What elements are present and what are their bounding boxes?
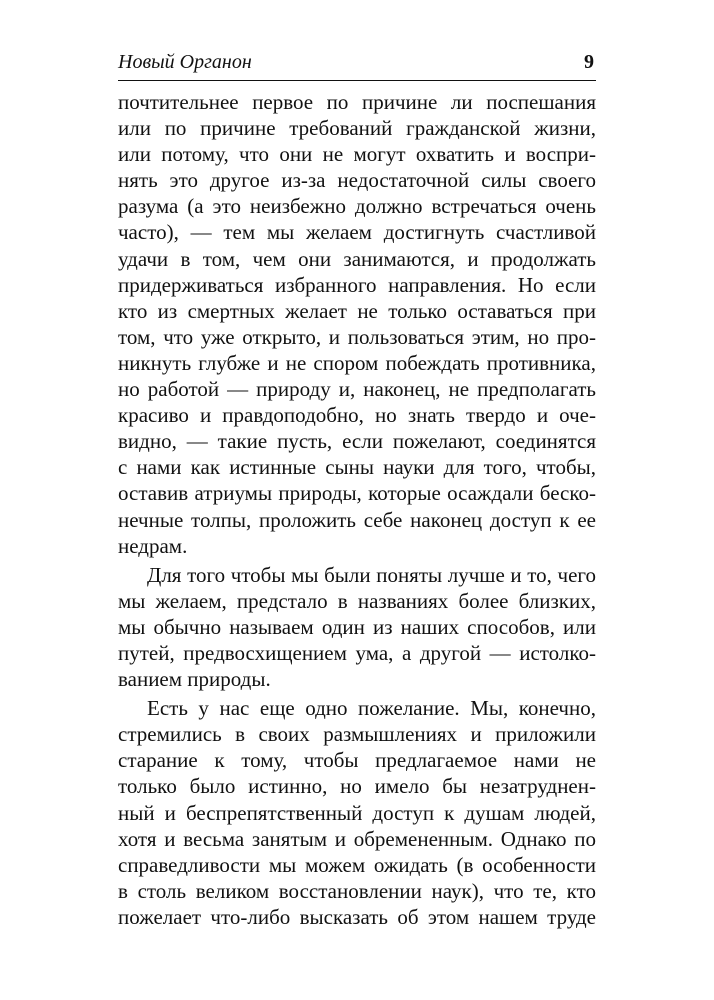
- text-line: или по причине требований гражданской жизни,: [118, 116, 596, 141]
- text-line: путей, предвосхищением ума, а другой — истолко-: [118, 640, 596, 665]
- paragraph-3: [118, 695, 596, 930]
- page-header: [118, 46, 596, 78]
- text-line: с нами как истинные сыны науки для того, чтобы,: [118, 455, 596, 480]
- text-line: оставив атриумы природы, которые осаждали беско-: [118, 481, 596, 506]
- text-line: но работой — природу и, наконец, не предполагать: [118, 377, 596, 402]
- text-line: справедливости мы можем ожидать (в особенности: [118, 852, 596, 877]
- text-line: мы обычно называем один из наших способов, или: [118, 614, 596, 639]
- text-line: или потому, что они не могут охватить и воспри-: [118, 142, 596, 167]
- text-line: том, что уже открыто, и пользоваться этим, но про-: [118, 324, 596, 349]
- text-line: мы желаем, предстало в названиях более близких,: [118, 588, 596, 613]
- paragraph-2: [118, 562, 596, 692]
- text-line: часто), — тем мы желаем достигнуть счастливой: [118, 220, 596, 245]
- body-text: [118, 89, 596, 930]
- text-line: кто из смертных желает не только оставаться при: [118, 298, 596, 323]
- text-line: недрам.: [118, 533, 188, 558]
- text-line: нять это другое из-за недостаточной силы своего: [118, 168, 596, 193]
- text-line: видно, — такие пусть, если пожелают, соединятся: [118, 429, 596, 454]
- text-line: нечные толпы, проложить себе наконец доступ к ее: [118, 507, 596, 532]
- text-line: хотя и весьма занятым и обремененным. Однако по: [118, 826, 596, 851]
- header-rule: [118, 80, 596, 81]
- text-line: никнуть глубже и не спором побеждать противника,: [118, 350, 596, 375]
- text-line: ный и беспрепятственный доступ к душам людей,: [118, 800, 596, 825]
- text-line: в столь великом восстановлении наук), что те, кто: [118, 878, 596, 903]
- text-line: стремились в своих размышлениях и приложили: [118, 722, 596, 747]
- page-number: 9: [584, 51, 594, 73]
- paragraph-1: [118, 89, 596, 559]
- text-line: только было истинно, но имело бы незатруднен-: [118, 774, 596, 799]
- text-line: Есть у нас еще одно пожелание. Мы, конечно,: [147, 696, 596, 721]
- text-line: пожелает что-либо высказать об этом нашем труде: [118, 904, 596, 929]
- text-line: почтительнее первое по причине ли поспешания: [118, 90, 596, 114]
- text-line: красиво и правдоподобно, но знать твердо и оче-: [118, 403, 596, 428]
- text-line: Для того чтобы мы были поняты лучше и то, чего: [147, 562, 596, 587]
- running-title: Новый Органон: [118, 51, 252, 73]
- text-line: удачи в том, чем они занимаются, и продолжать: [118, 246, 596, 271]
- text-line: придерживаться избранного направления. Но если: [118, 272, 596, 297]
- text-line: ванием природы.: [118, 667, 271, 692]
- text-line: разума (а это неизбежно должно встречаться очень: [118, 194, 596, 219]
- text-line: старание к тому, чтобы предлагаемое нами не: [118, 748, 596, 773]
